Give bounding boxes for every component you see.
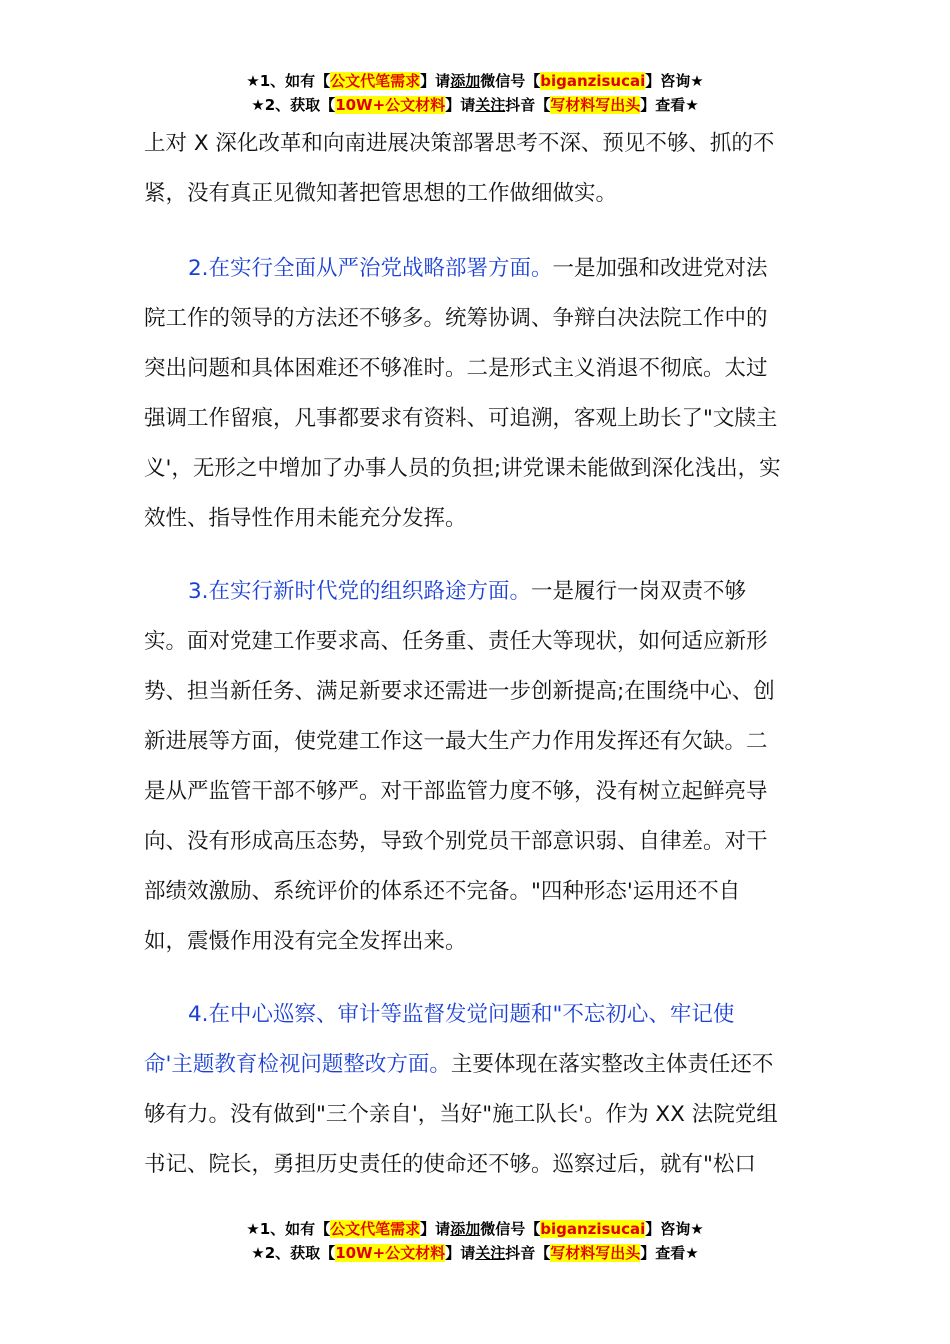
text-line: 如，震慑作用没有完全发挥出来。 (144, 929, 467, 954)
text-line: 效性、指导性作用未能充分发挥。 (144, 506, 467, 531)
banner-line-1 (0, 69, 950, 93)
text-run: 一是加强和改进党对法 (552, 256, 768, 281)
banner-text: 】请 (445, 1244, 476, 1262)
banner-text: 微信号【 (480, 72, 541, 90)
text-line (144, 244, 809, 294)
banner-text: 】查看★ (640, 1244, 699, 1262)
banner-underline: 添加 (450, 72, 481, 90)
text-line: 势、担当新任务、满足新要求还需进一步创新提高;在围绕中心、创 (144, 679, 775, 704)
text-line (144, 567, 809, 617)
banner-highlight: biganzisucai (540, 1220, 646, 1238)
text-line: 够有力。没有做到"三个亲自'，当好"施工队长'。作为 XX 法院党组 (144, 1102, 778, 1127)
banner-text: ★2、获取【 (251, 1244, 336, 1262)
top-banner (0, 69, 950, 117)
paragraph-1 (144, 119, 809, 219)
banner-highlight: 10W+公文材料 (335, 1244, 446, 1262)
text-line: 实。面对党建工作要求高、任务重、责任大等现状，如何适应新形 (144, 629, 768, 654)
bottom-banner (0, 1217, 950, 1265)
section-heading: 3.在实行新时代党的组织路途方面。 (188, 579, 532, 604)
text-run: 主要体现在落实整改主体责任还不 (450, 1052, 774, 1077)
banner-line-2 (0, 1241, 950, 1265)
text-line: 紧，没有真正见微知著把管思想的工作做细做实。 (144, 181, 618, 206)
text-line: 向、没有形成高压态势，导致个别党员干部意识弱、自律差。对干 (144, 829, 768, 854)
text-line: 强调工作留痕，凡事都要求有资料、可追溯，客观上助长了"文牍主 (144, 406, 778, 431)
banner-text: 微信号【 (480, 1220, 541, 1238)
banner-text: ★2、获取【 (251, 96, 336, 114)
section-heading: 4.在中心巡察、审计等监督发觉问题和"不忘初心、牢记使 (188, 1002, 735, 1027)
banner-text: 抖音【 (505, 96, 551, 114)
banner-underline: 关注 (475, 1244, 506, 1262)
banner-highlight: 10W+公文材料 (335, 96, 446, 114)
paragraph-2 (144, 244, 809, 544)
banner-underline: 添加 (450, 1220, 481, 1238)
banner-highlight: 写材料写出头 (550, 96, 641, 114)
banner-text: 】请 (420, 72, 451, 90)
text-line: 义'，无形之中增加了办事人员的负担;讲党课未能做到深化浅出，实 (144, 456, 781, 481)
banner-text: ★1、如有【 (246, 1220, 331, 1238)
banner-line-1 (0, 1217, 950, 1241)
paragraph-4 (144, 990, 809, 1190)
section-heading: 2.在实行全面从严治党战略部署方面。 (188, 256, 553, 281)
text-line: 是从严监管干部不够严。对干部监管力度不够，没有树立起鲜亮导 (144, 779, 768, 804)
banner-underline: 关注 (475, 96, 506, 114)
banner-text: 】查看★ (640, 96, 699, 114)
banner-line-2 (0, 93, 950, 117)
text-line: 院工作的领导的方法还不够多。统筹协调、争辩白决法院工作中的 (144, 306, 768, 331)
banner-text: 】咨询★ (645, 72, 704, 90)
banner-text: 】请 (420, 1220, 451, 1238)
section-heading: 命'主题教育检视问题整改方面。 (144, 1052, 451, 1077)
text-line: 突出问题和具体困难还不够准时。二是形式主义消退不彻底。太过 (144, 356, 768, 381)
text-line (144, 1040, 809, 1090)
text-line: 上对 X 深化改革和向南进展决策部署思考不深、预见不够、抓的不 (144, 131, 775, 156)
text-line: 部绩效激励、系统评价的体系还不完备。"四种形态'运用还不自 (144, 879, 741, 904)
text-line: 新进展等方面，使党建工作这一最大生产力作用发挥还有欠缺。二 (144, 729, 768, 754)
paragraph-3 (144, 567, 809, 967)
text-run: 一是履行一岗双责不够 (531, 579, 747, 604)
banner-highlight: biganzisucai (540, 72, 646, 90)
banner-highlight: 公文代笔需求 (330, 1220, 421, 1238)
banner-text: 抖音【 (505, 1244, 551, 1262)
banner-text: ★1、如有【 (246, 72, 331, 90)
banner-highlight: 写材料写出头 (550, 1244, 641, 1262)
banner-text: 】咨询★ (645, 1220, 704, 1238)
banner-text: 】请 (445, 96, 476, 114)
banner-highlight: 公文代笔需求 (330, 72, 421, 90)
text-line: 书记、院长，勇担历史责任的使命还不够。巡察过后，就有"松口 (144, 1152, 756, 1177)
